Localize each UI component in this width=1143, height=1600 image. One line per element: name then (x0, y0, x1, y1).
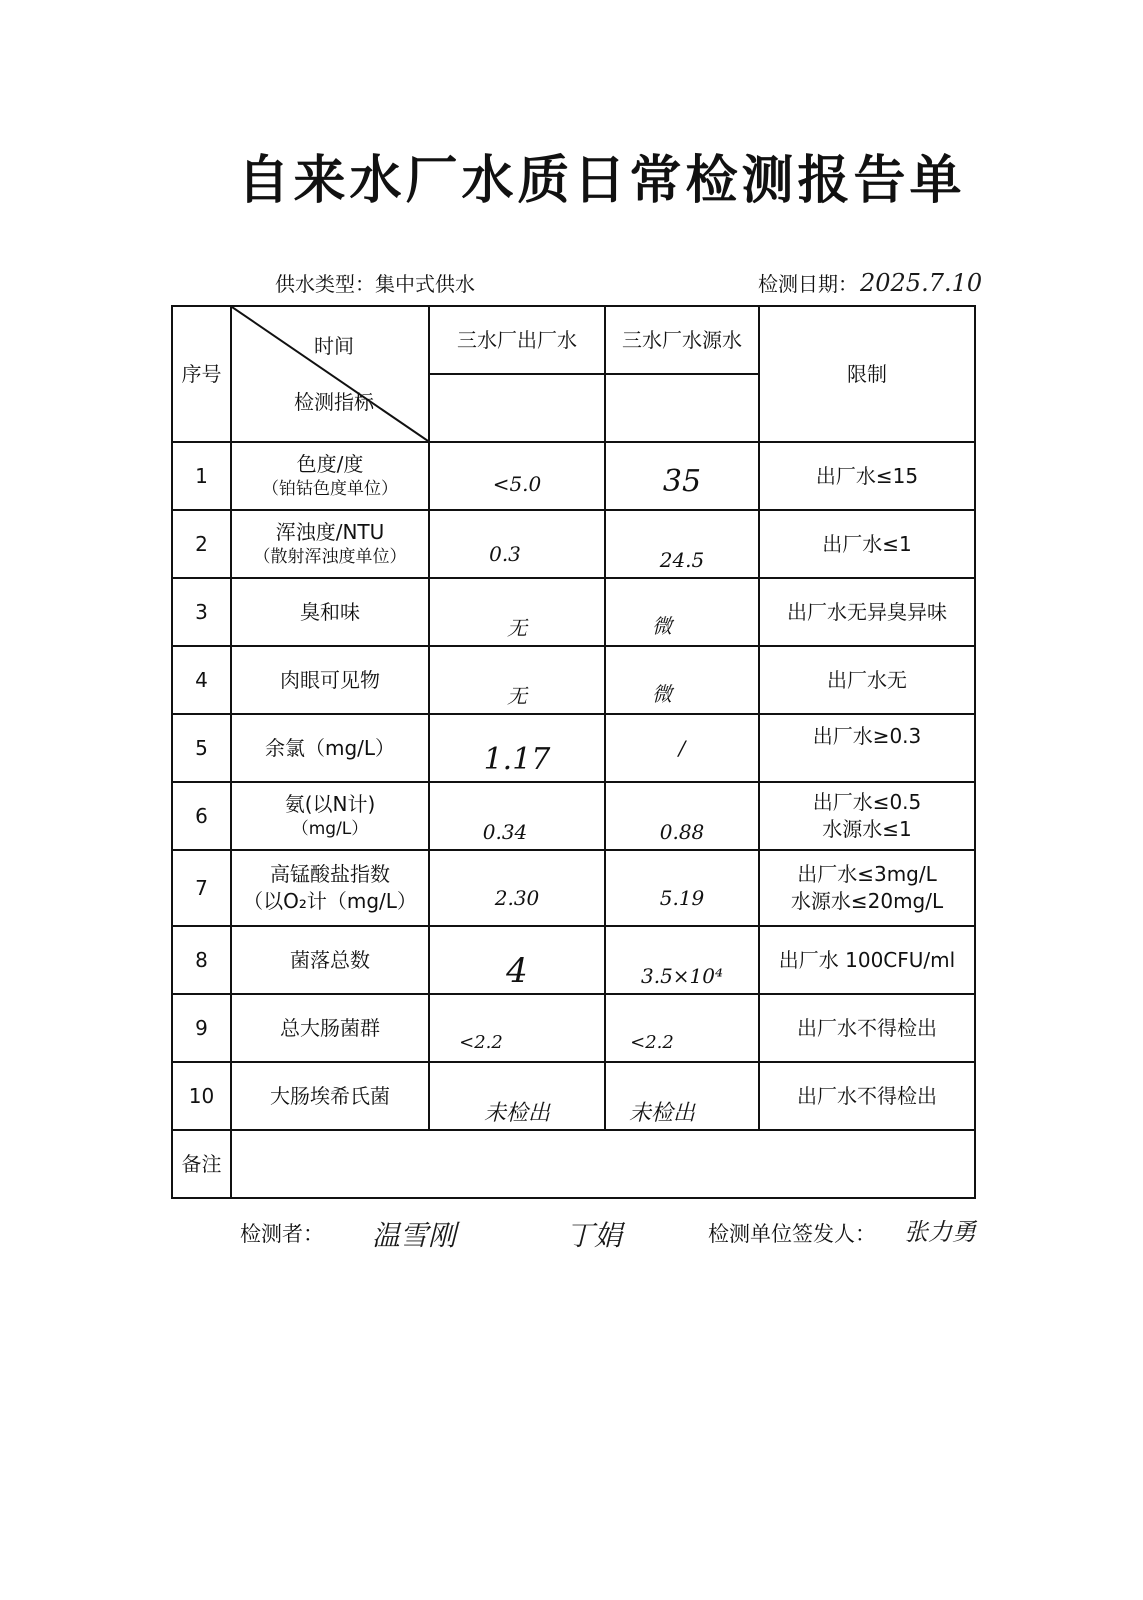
tester-signature-1: 温雪刚 (372, 1219, 457, 1252)
outlet-value-text: <5.0 (492, 471, 542, 496)
limit-text: 出厂水≤0.5 (812, 790, 922, 814)
row-indicator (231, 994, 429, 1062)
outlet-value (429, 1062, 605, 1130)
table-row (172, 782, 975, 850)
limit-text: 出厂水无 (827, 667, 907, 692)
source-value (605, 578, 759, 646)
remarks-row (172, 1130, 975, 1198)
source-value-text: 微 (652, 613, 672, 638)
row-indicator (231, 510, 429, 578)
source-value-text: / (678, 735, 686, 760)
outlet-value-text: 4 (506, 951, 528, 992)
indicator-name: 肉眼可见物 (280, 667, 380, 692)
limit-value (759, 782, 975, 850)
limit-text: 出厂水无异臭异味 (787, 599, 947, 624)
limit-value (759, 646, 975, 714)
limit-value (759, 510, 975, 578)
limit-value (759, 994, 975, 1062)
table-row (172, 578, 975, 646)
row-number: 1 (172, 442, 231, 510)
diagonal-line (232, 307, 428, 441)
test-date (758, 268, 982, 297)
remarks-value (231, 1130, 975, 1198)
table-row (172, 1062, 975, 1130)
table-row (172, 926, 975, 994)
indicator-unit: （mg/L） (291, 819, 369, 840)
outlet-value (429, 994, 605, 1062)
tester-label: 检测者： (240, 1222, 324, 1246)
indicator-name: 色度/度 (296, 452, 364, 477)
row-number: 6 (172, 782, 231, 850)
source-value-text: 未检出 (628, 1101, 695, 1127)
limit-value (759, 714, 975, 782)
supply-type: 供水类型：集中式供水 (275, 272, 475, 296)
source-value-text: 微 (652, 681, 672, 706)
indicator-name: 浑浊度/NTU (275, 520, 385, 545)
header-col-outlet: 三水厂出厂水 (429, 306, 605, 374)
tester-signature-2: 丁娟 (566, 1219, 623, 1252)
outlet-value-text: 2.30 (494, 885, 540, 910)
source-value (605, 442, 759, 510)
row-indicator (231, 646, 429, 714)
limit-text-2: 水源水≤20mg/L (790, 889, 944, 913)
row-indicator (231, 782, 429, 850)
issuer-label: 检测单位签发人： (708, 1222, 876, 1246)
table-row (172, 442, 975, 510)
limit-text: 出厂水 100CFU/ml (778, 947, 956, 972)
report-table (171, 305, 976, 1199)
header-limit: 限制 (759, 306, 975, 442)
source-value-text: 5.19 (659, 885, 705, 910)
row-number: 3 (172, 578, 231, 646)
indicator-unit: （散射浑浊度单位） (253, 547, 407, 568)
indicator-name: 大肠埃希氏菌 (270, 1083, 390, 1108)
outlet-value-text: 1.17 (483, 741, 551, 777)
outlet-value-text: 未检出 (483, 1101, 550, 1127)
row-number: 4 (172, 646, 231, 714)
indicator-name: 菌落总数 (290, 947, 370, 972)
outlet-value (429, 646, 605, 714)
source-value (605, 1062, 759, 1130)
outlet-value (429, 510, 605, 578)
header-col-source-time (605, 374, 759, 442)
outlet-value-text: 无 (507, 615, 527, 640)
row-indicator (231, 578, 429, 646)
source-value (605, 510, 759, 578)
source-value (605, 782, 759, 850)
row-number: 9 (172, 994, 231, 1062)
header-col-outlet-time (429, 374, 605, 442)
indicator-name: 余氯（mg/L） (264, 735, 396, 760)
header-col-source: 三水厂水源水 (605, 306, 759, 374)
indicator-name: 臭和味 (300, 599, 360, 624)
table-row (172, 850, 975, 926)
row-number: 2 (172, 510, 231, 578)
table-row (172, 714, 975, 782)
indicator-unit: （铂钴色度单位） (262, 479, 398, 500)
limit-text: 出厂水≥0.3 (812, 724, 922, 748)
source-value (605, 926, 759, 994)
source-value-text: 24.5 (659, 547, 705, 572)
outlet-value-text: <2.2 (459, 1032, 503, 1054)
limit-value (759, 850, 975, 926)
outlet-value (429, 714, 605, 782)
limit-value (759, 578, 975, 646)
indicator-name: 氨(以N计) (284, 792, 376, 817)
remarks-label: 备注 (172, 1130, 231, 1198)
limit-text-2: 水源水≤1 (822, 817, 912, 841)
limit-text: 出厂水≤3mg/L (797, 862, 937, 886)
source-value (605, 850, 759, 926)
limit-text: 出厂水不得检出 (797, 1015, 937, 1040)
source-value-text: 0.88 (659, 819, 705, 844)
test-date-label: 检测日期： (758, 272, 858, 296)
source-value-text: 3.5×10⁴ (640, 963, 724, 988)
source-value-text: 35 (662, 463, 702, 499)
table-row (172, 994, 975, 1062)
outlet-value-text: 0.3 (489, 541, 521, 566)
row-indicator (231, 714, 429, 782)
row-number: 10 (172, 1062, 231, 1130)
row-indicator (231, 926, 429, 994)
outlet-value (429, 442, 605, 510)
row-indicator (231, 442, 429, 510)
outlet-value (429, 578, 605, 646)
indicator-name: 总大肠菌群 (280, 1015, 380, 1040)
outlet-value (429, 782, 605, 850)
row-number: 8 (172, 926, 231, 994)
limit-text: 出厂水≤15 (815, 463, 919, 488)
row-number: 5 (172, 714, 231, 782)
table-row (172, 646, 975, 714)
source-value (605, 714, 759, 782)
row-number: 7 (172, 850, 231, 926)
header-diagonal-cell (231, 306, 429, 442)
outlet-value (429, 850, 605, 926)
limit-value (759, 442, 975, 510)
limit-text: 出厂水≤1 (822, 531, 912, 556)
report-title: 自来水厂水质日常检测报告单 (237, 151, 966, 211)
header-time: 时间 (314, 334, 354, 358)
limit-value (759, 926, 975, 994)
source-value-text: <2.2 (630, 1032, 674, 1054)
row-indicator (231, 850, 429, 926)
row-indicator (231, 1062, 429, 1130)
limit-value (759, 1062, 975, 1130)
test-date-value: 2025.7.10 (860, 269, 983, 297)
outlet-value-text: 0.34 (482, 819, 528, 844)
outlet-value-text: 无 (507, 683, 527, 708)
limit-text: 出厂水不得检出 (797, 1083, 937, 1108)
source-value (605, 646, 759, 714)
issuer-signature: 张力勇 (904, 1218, 976, 1246)
indicator-unit: （以O₂计（mg/L） (243, 889, 417, 913)
outlet-value (429, 926, 605, 994)
header-indicator: 检测指标 (294, 390, 374, 414)
source-value (605, 994, 759, 1062)
table-row (172, 510, 975, 578)
indicator-name: 高锰酸盐指数 (270, 862, 390, 886)
header-seq: 序号 (172, 306, 231, 442)
